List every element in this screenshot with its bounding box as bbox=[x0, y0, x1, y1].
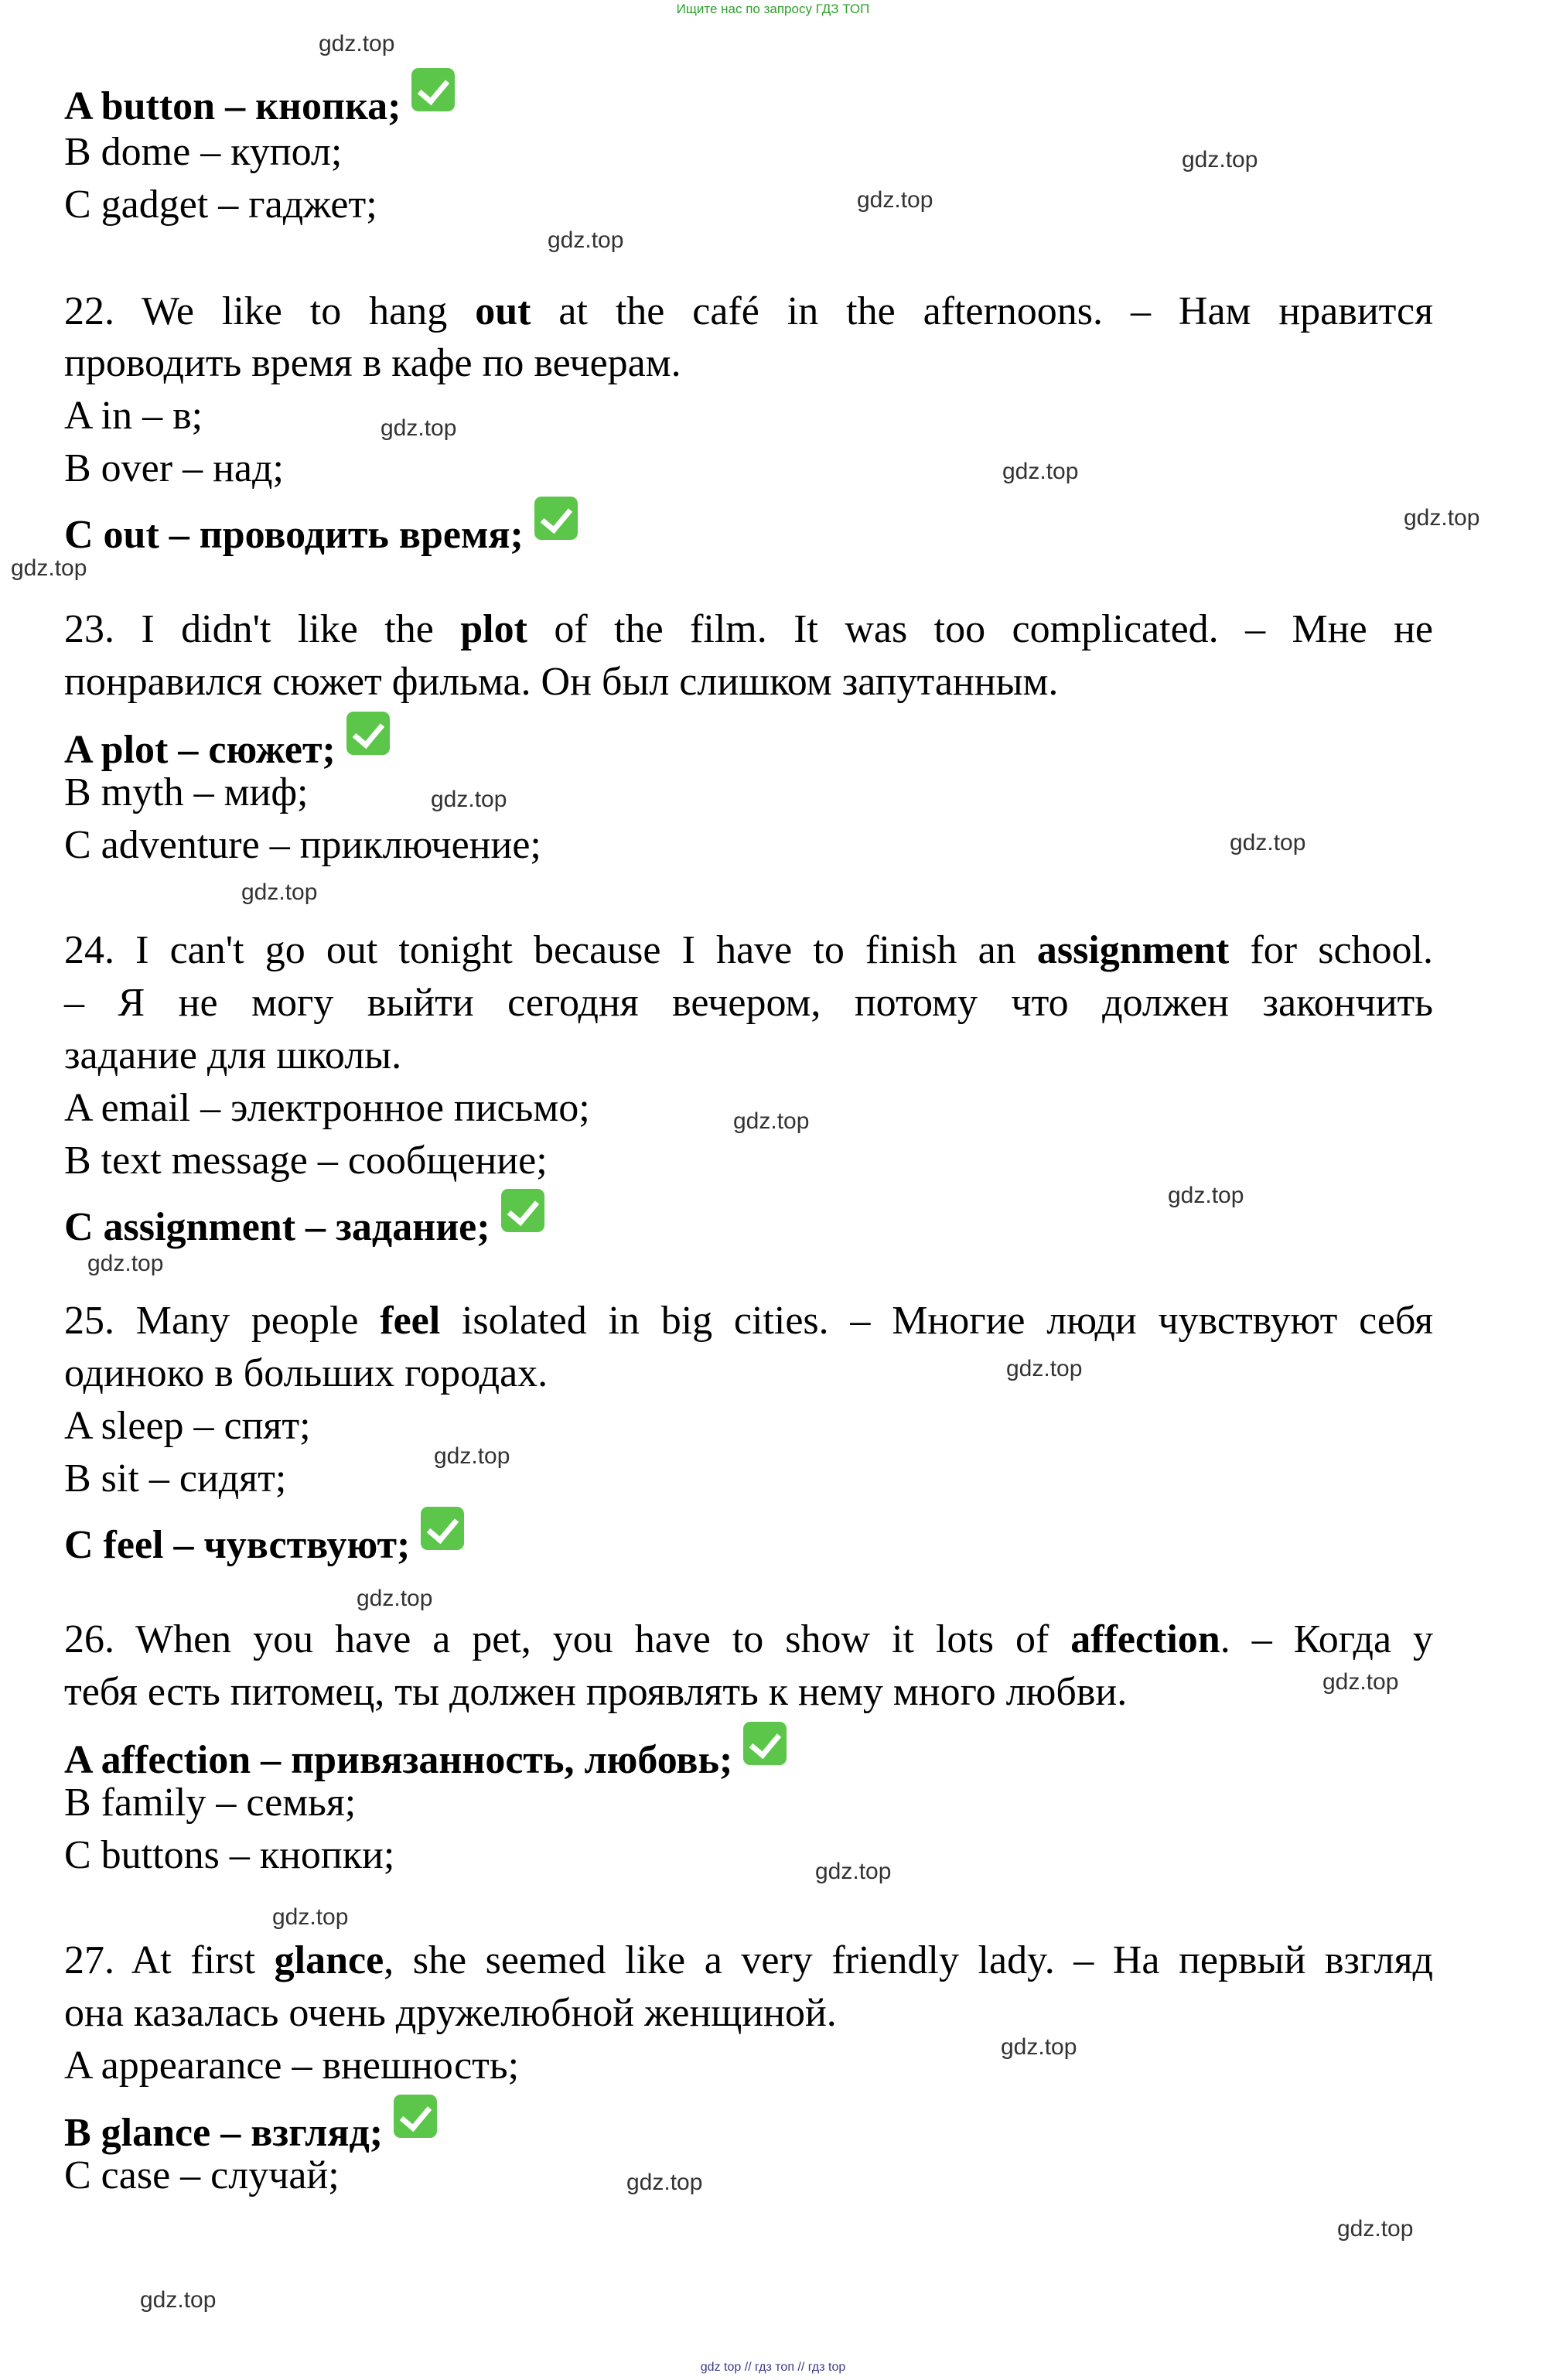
q27-option-a: A appearance – внешность; bbox=[64, 2044, 520, 2088]
watermark: gdz.top bbox=[431, 787, 507, 812]
q25-sentence: 25. Many people feel isolated in big cities. – Многие люди чувствуют себя bbox=[64, 1299, 1433, 1343]
watermark: gdz.top bbox=[140, 2287, 217, 2313]
footer: gdz top // гдз топ // гдз top bbox=[700, 2361, 846, 2374]
q24-option-c: C assignment – задание; bbox=[64, 1189, 1433, 1240]
watermark: gdz.top bbox=[1230, 830, 1306, 855]
q26-option-a: A affection – привязанность, любовь; bbox=[64, 1722, 1433, 1773]
q25-option-a: A sleep – спят; bbox=[64, 1404, 311, 1448]
q27-sentence: 27. At first glance, she seemed like a very friendly lady. – На первый взгляд bbox=[64, 1938, 1433, 1982]
top-banner: Ищите нас по запросу ГДЗ ТОП bbox=[676, 2, 870, 16]
watermark: gdz.top bbox=[1337, 2216, 1414, 2242]
q26-option-b: B family – семья; bbox=[64, 1781, 357, 1825]
q26-translation: тебя есть питомец, ты должен проявлять к нему много любви. bbox=[64, 1670, 1128, 1714]
watermark: gdz.top bbox=[1002, 459, 1079, 484]
q24-translation-2: задание для школы. bbox=[64, 1033, 402, 1077]
q22-translation: проводить время в кафе по вечерам. bbox=[64, 341, 681, 385]
check-icon bbox=[743, 1722, 787, 1765]
q24-sentence: 24. I can't go out tonight because I have to finish an assignment for school. bbox=[64, 928, 1433, 972]
q27-option-b: B glance – взгляд; bbox=[64, 2095, 1433, 2146]
q22-option-c: C out – проводить время; bbox=[64, 497, 1433, 548]
watermark: gdz.top bbox=[1404, 505, 1480, 531]
watermark: gdz.top bbox=[1168, 1183, 1244, 1208]
check-icon bbox=[421, 1507, 464, 1550]
q26-option-c: C buttons – кнопки; bbox=[64, 1833, 395, 1877]
q21-option-a: A button – кнопка; bbox=[64, 68, 1433, 119]
watermark: gdz.top bbox=[1006, 1356, 1083, 1381]
watermark: gdz.top bbox=[11, 555, 87, 581]
q23-option-a: A plot – сюжет; bbox=[64, 712, 1433, 763]
watermark: gdz.top bbox=[1182, 147, 1258, 172]
q22-sentence: 22. We like to hang out at the café in the afternoons. – Нам нравится bbox=[64, 289, 1434, 333]
check-icon bbox=[394, 2095, 437, 2138]
q23-option-c: C adventure – приключение; bbox=[64, 823, 541, 867]
q27-translation: она казалась очень дружелюбной женщиной. bbox=[64, 1991, 837, 2035]
q24-translation-1: – Я не могу выйти сегодня вечером, потому что должен закончить bbox=[64, 981, 1433, 1025]
watermark: gdz.top bbox=[548, 227, 624, 253]
q25-option-c: C feel – чувствуют; bbox=[64, 1507, 1433, 1558]
watermark: gdz.top bbox=[815, 1859, 892, 1884]
q23-option-b: B myth – миф; bbox=[64, 770, 309, 814]
check-icon bbox=[534, 497, 578, 540]
q23-sentence: 23. I didn't like the plot of the film. It was too complicated. – Мне не bbox=[64, 607, 1433, 651]
q26-sentence: 26. When you have a pet, you have to show it lots of affection. – Когда у bbox=[64, 1617, 1433, 1661]
watermark: gdz.top bbox=[626, 2170, 703, 2195]
q27-option-c: C case – случай; bbox=[64, 2153, 340, 2197]
watermark: gdz.top bbox=[857, 187, 933, 213]
q22-option-b: B over – над; bbox=[64, 446, 284, 490]
q21-option-c: C gadget – гаджет; bbox=[64, 183, 377, 227]
q24-option-a: A email – электронное письмо; bbox=[64, 1086, 590, 1130]
q23-translation: понравился сюжет фильма. Он был слишком запутанным. bbox=[64, 660, 1059, 704]
watermark: gdz.top bbox=[87, 1251, 164, 1276]
check-icon bbox=[411, 68, 455, 111]
watermark: gdz.top bbox=[357, 1586, 433, 1611]
watermark: gdz.top bbox=[1322, 1669, 1399, 1695]
watermark: gdz.top bbox=[241, 879, 318, 905]
q22-option-a: A in – в; bbox=[64, 394, 203, 438]
q25-option-b: B sit – сидят; bbox=[64, 1456, 287, 1501]
watermark: gdz.top bbox=[381, 415, 457, 441]
watermark: gdz.top bbox=[733, 1108, 810, 1134]
watermark: gdz.top bbox=[434, 1443, 510, 1469]
q25-translation: одиноко в больших городах. bbox=[64, 1351, 548, 1395]
watermark: gdz.top bbox=[1001, 2034, 1077, 2060]
q24-option-b: B text message – сообщение; bbox=[64, 1139, 548, 1183]
watermark: gdz.top bbox=[319, 31, 395, 56]
watermark: gdz.top bbox=[272, 1904, 349, 1930]
check-icon bbox=[346, 712, 390, 755]
check-icon bbox=[501, 1189, 544, 1232]
q21-option-b: B dome – купол; bbox=[64, 130, 343, 174]
